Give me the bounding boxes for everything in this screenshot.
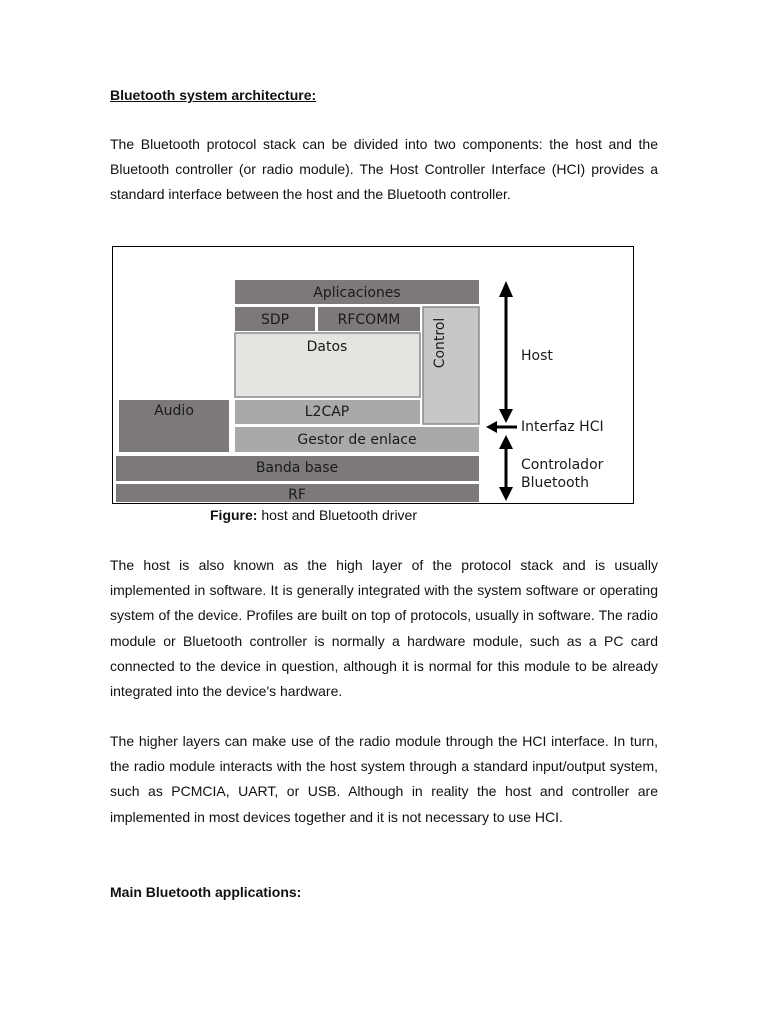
controller-arrow xyxy=(499,435,513,501)
hci-arrow xyxy=(486,421,517,433)
layer-audio-label: Audio xyxy=(154,403,194,419)
layer-control-label: Control xyxy=(432,317,448,369)
hci-paragraph: The higher layers can make use of the radio module through the HCI interface. In turn, the radio module interacts with the host system through a standard input/output system, such as PCMCIA, UART, or USB. Although in reality the host and controller are implemented in most devices together and it is not necessary to use HCI. xyxy=(110,733,658,825)
controller-label-line2: Bluetooth xyxy=(521,475,589,491)
figure-caption xyxy=(210,507,417,523)
hci-label: Interfaz HCI xyxy=(521,419,604,435)
layer-rf-label: RF xyxy=(288,487,306,503)
layer-rfcomm-label: RFCOMM xyxy=(337,312,401,328)
intro-paragraph: The Bluetooth protocol stack can be divided into two components: the host and the Bluetooth controller (or radio module). The Host Controller Interface (HCI) provides a standard interface between the host and the Bluetooth controller. xyxy=(110,136,658,203)
section-heading-architecture: Bluetooth system architecture: xyxy=(110,87,317,103)
figure-caption-text: host and Bluetooth driver xyxy=(257,507,417,523)
layer-sdp-label: SDP xyxy=(260,312,290,328)
figure-caption-bold: Figure: xyxy=(210,507,258,523)
layer-aplicaciones-label: Aplicaciones xyxy=(313,285,401,301)
section-heading-applications: Main Bluetooth applications: xyxy=(110,884,302,900)
host-label: Host xyxy=(521,348,553,364)
layer-l2cap-label: L2CAP xyxy=(304,404,350,420)
host-paragraph: The host is also known as the high layer of the protocol stack and is usually implemented in software. It is generally integrated with the system software or operating system of the device. Profiles are built on top of protocols, usually in software. The radio module or Bluetooth controller is normally a hardware module, such as a PC card connected to the device in question, although it is normal for this module to be already integrated into the device's hardware. xyxy=(110,557,658,700)
protocol-stack-diagram xyxy=(113,247,633,503)
layer-gestor-label: Gestor de enlace xyxy=(297,432,417,448)
host-arrow xyxy=(499,281,513,423)
layer-datos-label: Datos xyxy=(306,339,348,355)
controller-label-line1: Controlador xyxy=(521,457,604,473)
architecture-figure xyxy=(112,246,634,504)
layer-banda-label: Banda base xyxy=(255,460,339,476)
